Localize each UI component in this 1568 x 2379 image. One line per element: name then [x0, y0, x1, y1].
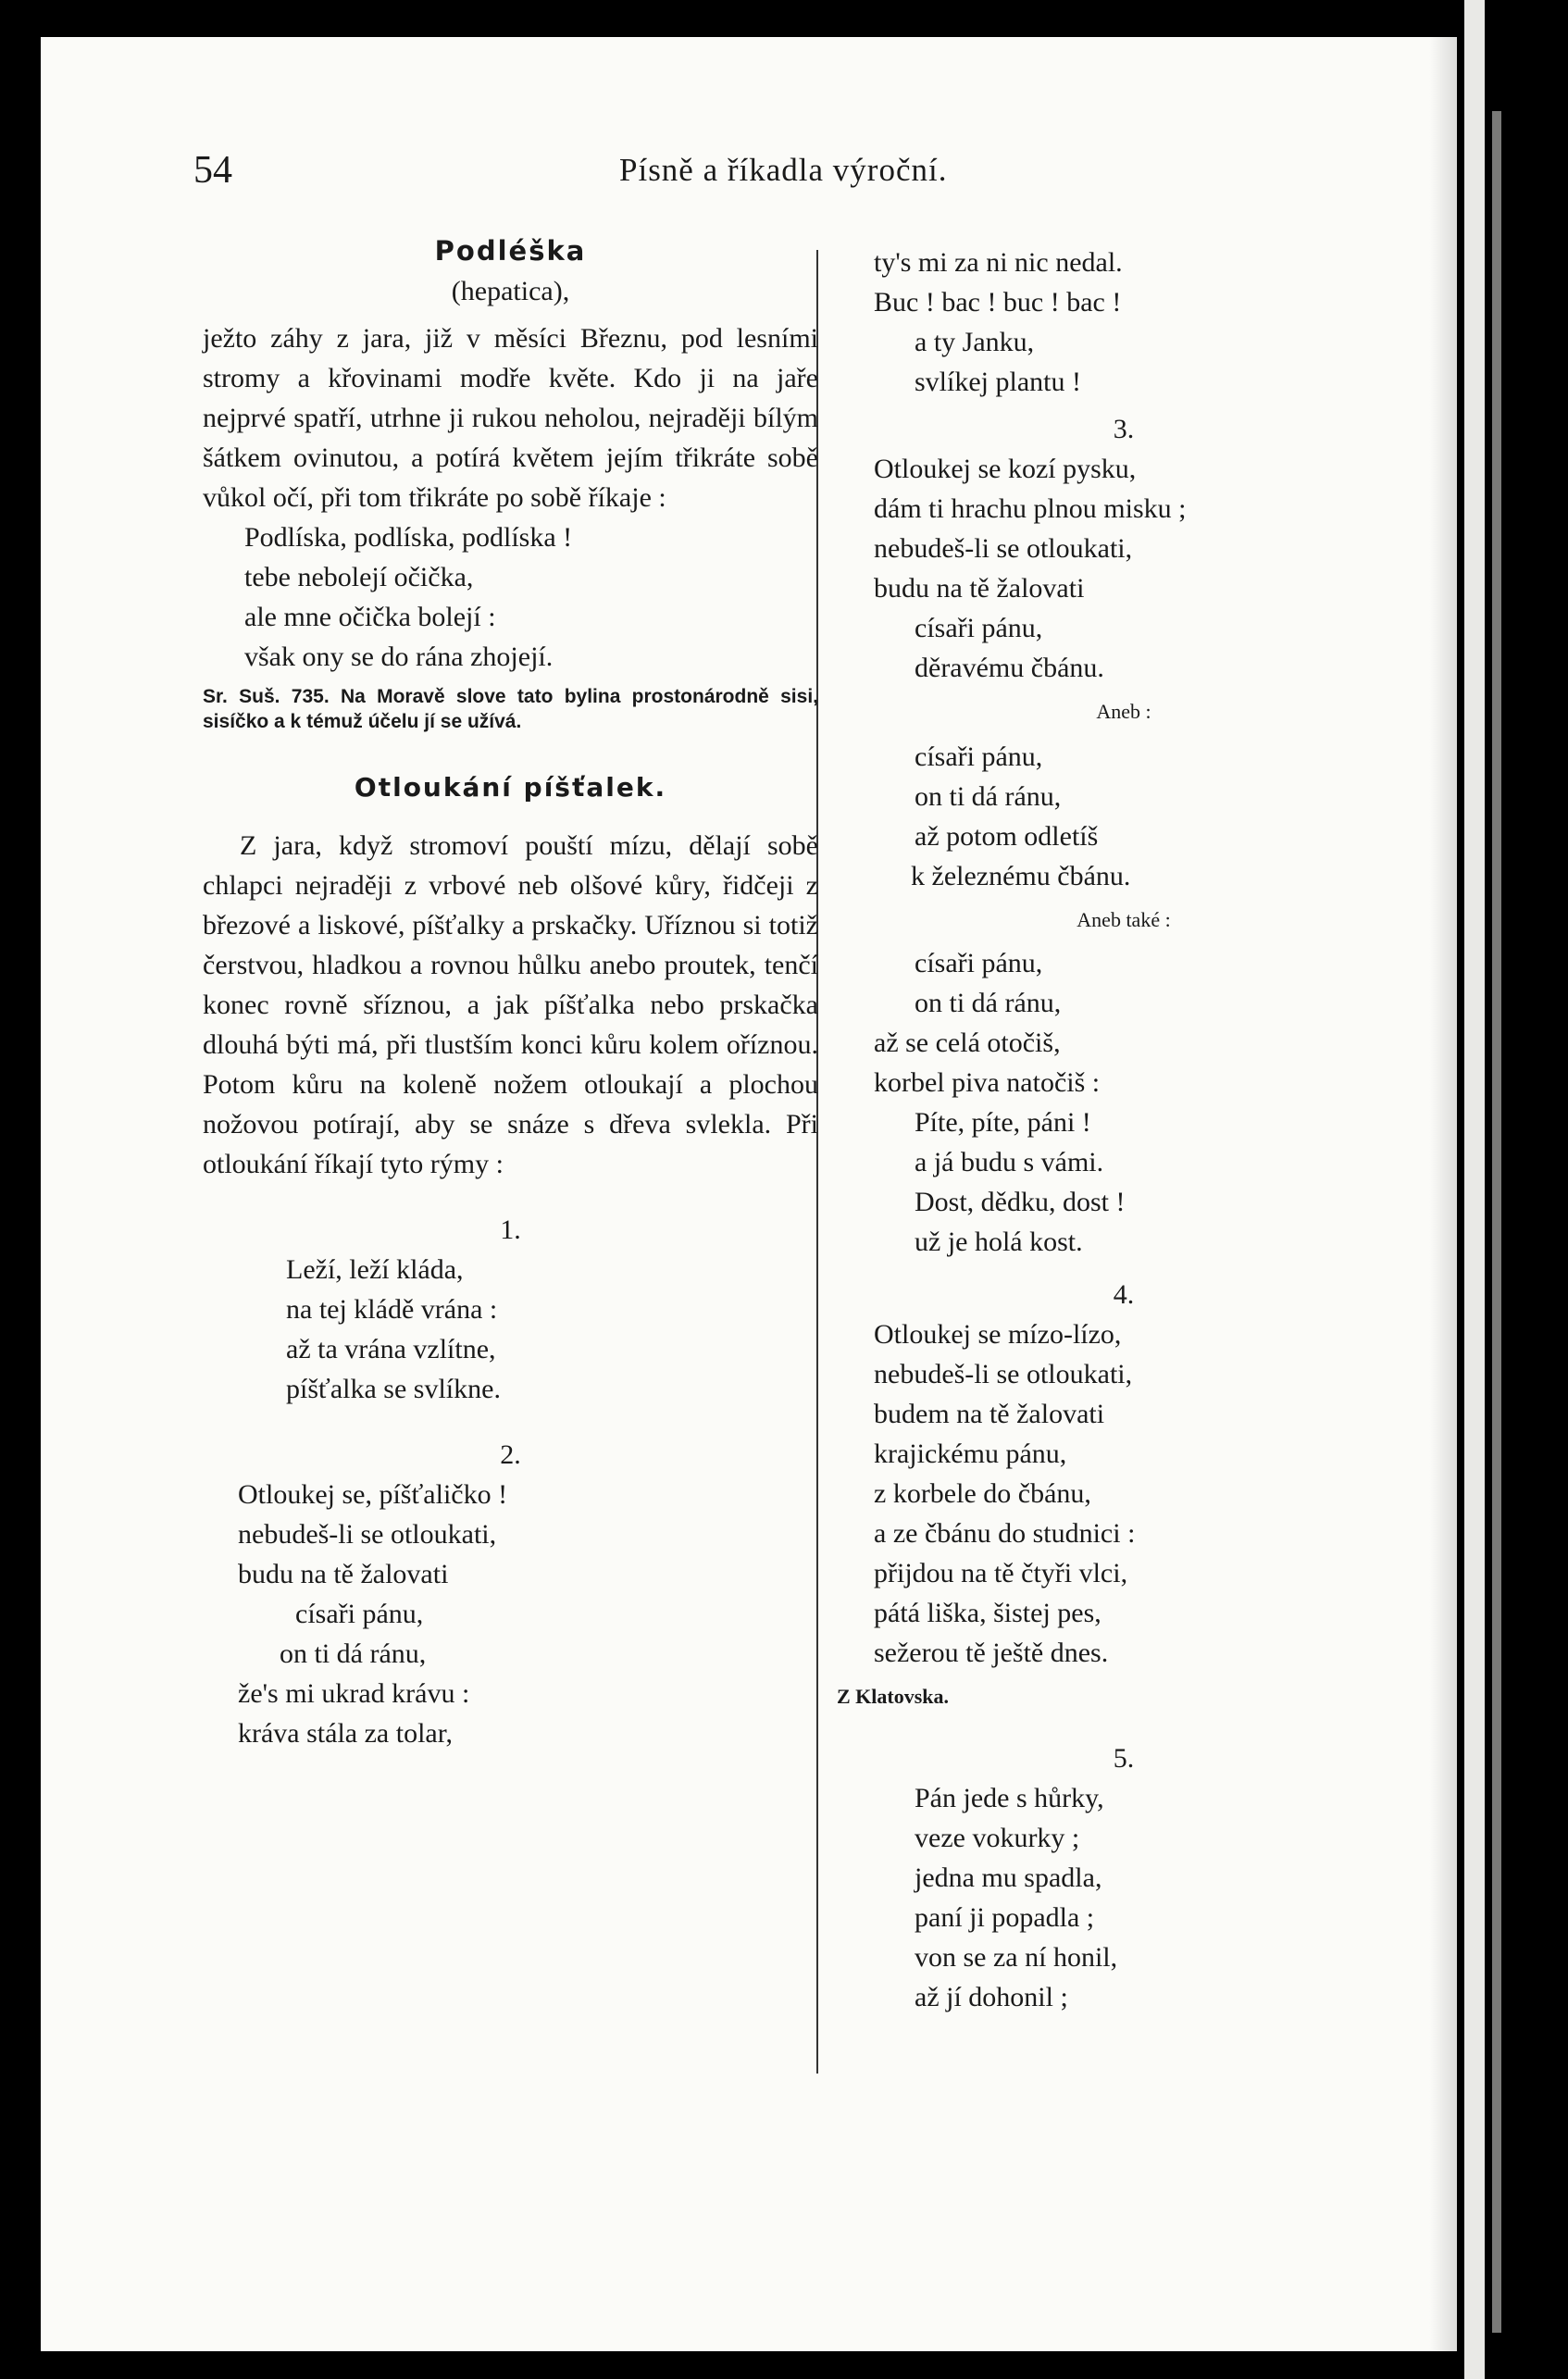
verse-line: pátá liška, šistej pes,: [874, 1598, 1101, 1628]
section-subtitle: (hepatica),: [451, 276, 570, 306]
verse-line: Otloukej se, píšťaličko !: [238, 1479, 508, 1510]
verse-line: však ony se do rána zhojejí.: [244, 641, 554, 672]
verse-line: Dost, dědku, dost !: [915, 1187, 1126, 1217]
paragraph-otloukani: Z jara, když stromoví pouští mízu, dělají sobě chlapci nejraději z vrbové neb olšové kůry, řidčeji z březové a liskové, píšťalky a prskačky. Uříznou si totiž čerstvou, hladkou a rovnou hůlku anebo proutek, tenčí konec rovně sříznou, a jak píšťalka nebo prskačka dlouhá býti má, při tlustším konci kůru kolem oříznou. Potom kůru na koleně nožem otloukají a plochou nožovou potírají, aby se snáze s dřeva svlekla. Při otloukání říkají tyto rýmy :: [203, 830, 818, 1179]
footnote: Sr. Suš. 735. Na Moravě slove tato bylina prostonárodně sisi, sisíčko a k témuž účelu jí se užívá.: [203, 686, 818, 732]
variant-1: [874, 737, 1374, 896]
left-column: [203, 231, 818, 1753]
verse-line: císaři pánu,: [295, 1599, 424, 1629]
verse-line: děravému čbánu.: [915, 653, 1104, 683]
verse-line: budu na tě žalovati: [238, 1559, 449, 1589]
verse-line: nebudeš-li se otloukati,: [874, 1359, 1133, 1389]
paragraph-podleska: ježto záhy z jara, již v měsíci Březnu, pod lesními stromy a křovinami modře květe. Kdo ji na jaře nejprvé spatří, utrhne ji rukou neholou, nejraději bílým šátkem ovinutou, a potírá květem jejím třikráte sobě vůkol očí, při tom třikráte po sobě říkaje :: [203, 323, 818, 513]
verse-line: on ti dá ránu,: [915, 781, 1062, 812]
verse-line: jedna mu spadla,: [915, 1862, 1102, 1893]
verse-line: paní ji popadla ;: [915, 1902, 1095, 1933]
verse-line: Otloukej se kozí pysku,: [874, 454, 1137, 484]
verse-line: k železnému čbánu.: [911, 861, 1131, 891]
verse-line: budem na tě žalovati: [874, 1399, 1105, 1429]
variant-label: Aneb také :: [1076, 908, 1171, 931]
running-title: Písně a říkadla výroční.: [619, 152, 948, 188]
verse-number-2: 2.: [500, 1439, 521, 1470]
variant-2: [874, 943, 1374, 1262]
page-number: 54: [193, 149, 232, 192]
verse-line: a ty Janku,: [915, 327, 1035, 357]
verse-line: ty's mi za ni nic nedal.: [874, 247, 1123, 278]
verse-number-3: 3.: [1113, 414, 1135, 444]
page-edge: [1464, 0, 1485, 2379]
verse-podleska: [203, 517, 818, 677]
verse-line: císaři pánu,: [915, 948, 1043, 978]
verse-number-1: 1.: [500, 1214, 521, 1245]
verse-line: svlíkej plantu !: [915, 367, 1081, 397]
verse-line: až jí dohonil ;: [915, 1982, 1068, 2012]
verse-line: že's mi ukrad krávu :: [238, 1678, 470, 1709]
variant-label: Aneb :: [1096, 700, 1151, 723]
verse-line: na tej kládě vrána :: [286, 1294, 498, 1325]
verse-4: [874, 1314, 1374, 1673]
verse-line: budu na tě žalovati: [874, 573, 1085, 604]
verse-line: Buc ! bac ! buc ! bac !: [874, 287, 1122, 318]
verse-line: Leží, leží kláda,: [286, 1254, 464, 1285]
verse-1: [203, 1250, 818, 1409]
verse-line: on ti dá ránu,: [280, 1638, 427, 1669]
verse-line: císaři pánu,: [915, 741, 1043, 772]
verse-line: císaři pánu,: [915, 613, 1043, 643]
verse-line: přijdou na tě čtyři vlci,: [874, 1558, 1128, 1588]
verse-line: sežerou tě ještě dnes.: [874, 1638, 1109, 1668]
verse-line: Otloukej se mízo-lízo,: [874, 1319, 1122, 1350]
section-title-podleska: Podléška: [434, 235, 587, 267]
verse-line: až se celá otočiš,: [874, 1028, 1061, 1058]
section-title-otloukani: Otloukání píšťalek.: [354, 772, 667, 803]
verse-2: [203, 1475, 818, 1753]
right-column: [837, 243, 1374, 2017]
verse-line: až potom odletíš: [915, 821, 1099, 852]
verse-line: kráva stála za tolar,: [238, 1718, 454, 1749]
verse-line: on ti dá ránu,: [915, 988, 1062, 1018]
verse-line: Pán jede s hůrky,: [915, 1783, 1104, 1813]
verse-line: nebudeš-li se otloukati,: [874, 533, 1133, 564]
verse-line: píšťalka se svlíkne.: [286, 1374, 501, 1404]
verse-line: dám ti hrachu plnou misku ;: [874, 493, 1187, 524]
source-note: Z Klatovska.: [837, 1685, 950, 1708]
verse-line: a ze čbánu do studnici :: [874, 1518, 1136, 1549]
verse-line: von se za ní honil,: [915, 1942, 1118, 1973]
verse-line: a já budu s vámi.: [915, 1147, 1104, 1177]
verse-line: už je holá kost.: [915, 1227, 1083, 1257]
verse-line: krajickému pánu,: [874, 1439, 1067, 1469]
verse-2-continued: [874, 243, 1374, 402]
verse-line: korbel piva natočiš :: [874, 1067, 1101, 1098]
verse-line: Píte, píte, páni !: [915, 1107, 1091, 1138]
verse-line: až ta vrána vzlítne,: [286, 1334, 496, 1364]
verse-line: ale mne očička bolejí :: [244, 602, 496, 632]
verse-number-5: 5.: [1113, 1743, 1135, 1774]
book-page: [41, 37, 1457, 2351]
verse-line: Podlíska, podlíska, podlíska !: [244, 522, 573, 553]
verse-line: nebudeš-li se otloukati,: [238, 1519, 497, 1550]
verse-line: veze vokurky ;: [915, 1823, 1080, 1853]
verse-line: z korbele do čbánu,: [874, 1478, 1091, 1509]
verse-5: [874, 1778, 1374, 2017]
verse-number-4: 4.: [1113, 1279, 1135, 1310]
binding-shadow: [1492, 111, 1501, 2333]
verse-3: [874, 449, 1374, 688]
verse-line: tebe nebolejí očička,: [244, 562, 474, 592]
